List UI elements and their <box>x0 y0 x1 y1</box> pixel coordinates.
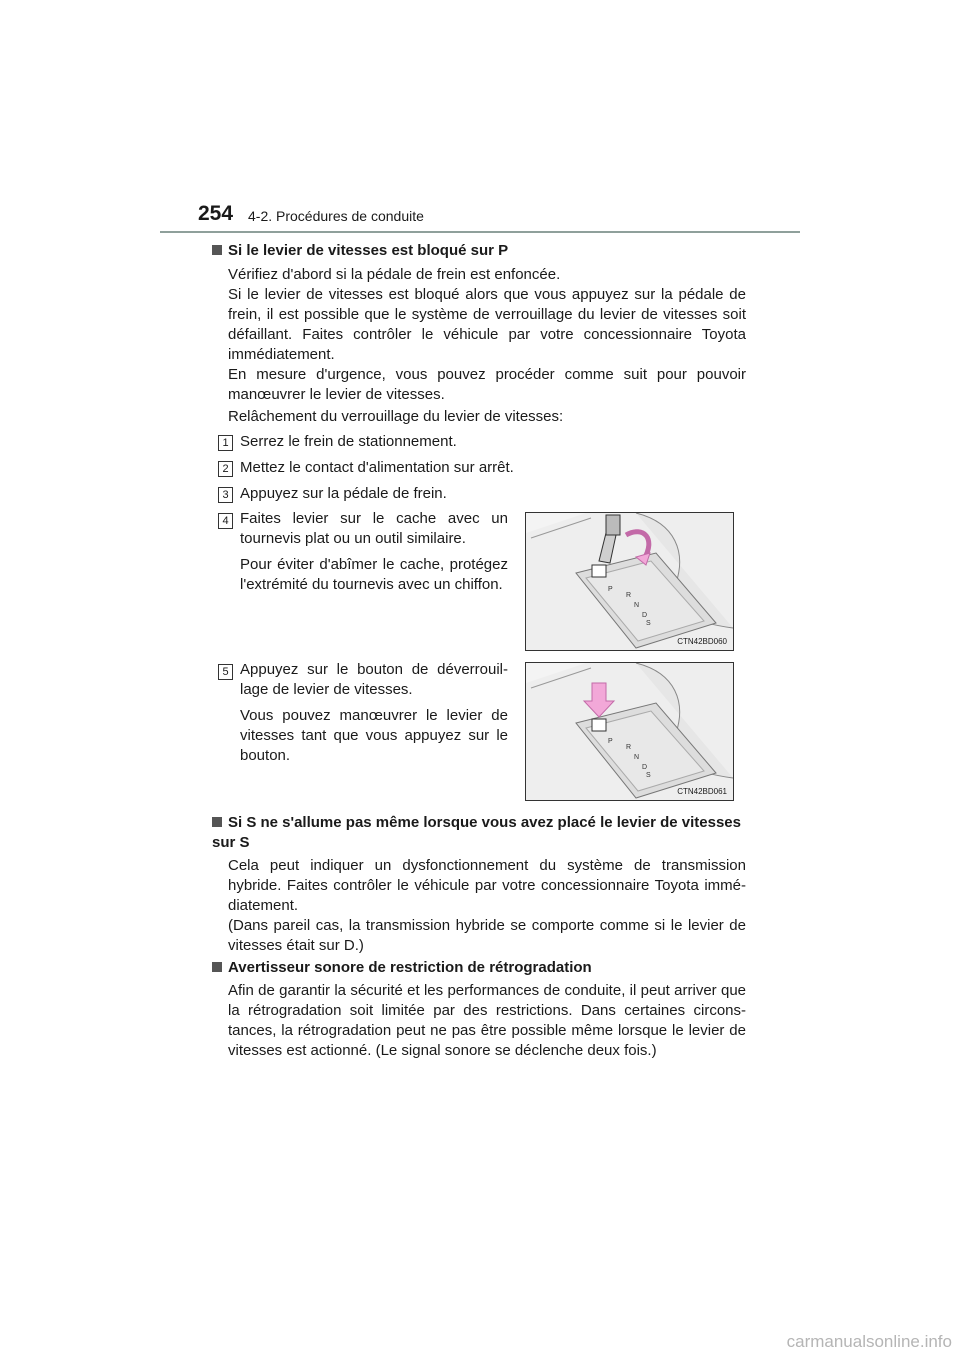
svg-text:P: P <box>608 738 613 745</box>
svg-text:N: N <box>634 754 640 761</box>
paragraph: Si le levier de vitesses est bloqué alors que vous appuyez sur la pédale de frein, il est possible que le système de verrouillage du levier de vitesses soit défaillant. Faites contrôler le véhicule par votre concessionnaire Toyota immédiatement. <box>228 286 746 363</box>
section-title-text: Si le levier de vitesses est bloqué sur P <box>228 242 509 259</box>
step-number: 1 <box>218 435 233 451</box>
paragraph: Vérifiez d'abord si la pédale de frein est enfoncée. <box>228 266 561 283</box>
svg-text:D: D <box>642 764 648 771</box>
figure-code: CTN42BD061 <box>677 787 727 796</box>
svg-text:S: S <box>646 620 651 627</box>
header-divider <box>160 231 800 233</box>
svg-text:R: R <box>626 744 632 751</box>
shift-console-illustration <box>526 513 733 650</box>
step-text: Serrez le frein de stationnement. <box>240 433 457 450</box>
shift-console-illustration <box>526 663 733 800</box>
section-header: 4-2. Procédures de conduite <box>248 208 424 224</box>
paragraph: (Dans pareil cas, la transmission hybride se comporte comme si le levier de vitesses était sur D.) <box>228 917 746 954</box>
step-text: Mettez le contact d'alimentation sur arrêt. <box>240 459 514 476</box>
svg-text:R: R <box>626 592 632 599</box>
figure-code: CTN42BD060 <box>677 637 727 646</box>
paragraph: Cela peut indiquer un dysfonctionnement du système de transmission hybride. Faites contrôler le véhicule par votre concessionnaire Toyota immé-diatement. <box>228 857 746 914</box>
section-title-s-not-lit <box>212 813 746 853</box>
step-note: Pour éviter d'abîmer le cache, protégez l'extrémité du tournevis avec un chiffon. <box>240 556 508 593</box>
watermark-url: carmanualsonline.info <box>786 1332 952 1351</box>
step-number: 4 <box>218 513 233 529</box>
figure-release-button <box>525 662 734 801</box>
figure-screwdriver-cover <box>525 512 734 651</box>
step-text: Faites levier sur le cache avec un tournevis plat ou un outil similaire. <box>240 510 508 547</box>
square-bullet-icon <box>212 245 222 255</box>
paragraph-intro: Relâchement du verrouillage du levier de vitesses: <box>228 408 564 425</box>
step-number: 5 <box>218 664 233 680</box>
square-bullet-icon <box>212 962 222 972</box>
square-bullet-icon <box>212 817 222 827</box>
paragraph: Afin de garantir la sécurité et les performances de conduite, il peut arriver que la rétrogradation soit limitée par des restrictions. Dans certaines circons-tances, la rétrogradation peut ne pas être possible même lorsque le levier de vitesses est actionné. (Le signal sonore se déclenche deux fois.) <box>228 982 746 1059</box>
step-text: Appuyez sur le bouton de déverrouil-lage de levier de vitesses. <box>240 661 508 698</box>
page-number: 254 <box>198 202 234 225</box>
section-title-downshift-buzzer <box>212 958 746 978</box>
step-number: 2 <box>218 461 233 477</box>
svg-text:P: P <box>608 586 613 593</box>
section-title-lever-stuck <box>212 241 752 261</box>
section-title-text: Si S ne s'allume pas même lorsque vous avez placé le levier de vitesses sur S <box>212 814 741 851</box>
section-title-text: Avertisseur sonore de restriction de rétrogradation <box>228 959 592 976</box>
svg-text:S: S <box>646 772 651 779</box>
step-text: Appuyez sur la pédale de frein. <box>240 485 447 502</box>
svg-text:D: D <box>642 612 648 619</box>
svg-text:N: N <box>634 602 640 609</box>
step-note: Vous pouvez manœuvrer le levier de vitesses tant que vous appuyez sur le bouton. <box>240 707 508 764</box>
step-number: 3 <box>218 487 233 503</box>
paragraph: En mesure d'urgence, vous pouvez procéder comme suit pour pouvoir manœuvrer le levier de vitesses. <box>228 366 746 403</box>
